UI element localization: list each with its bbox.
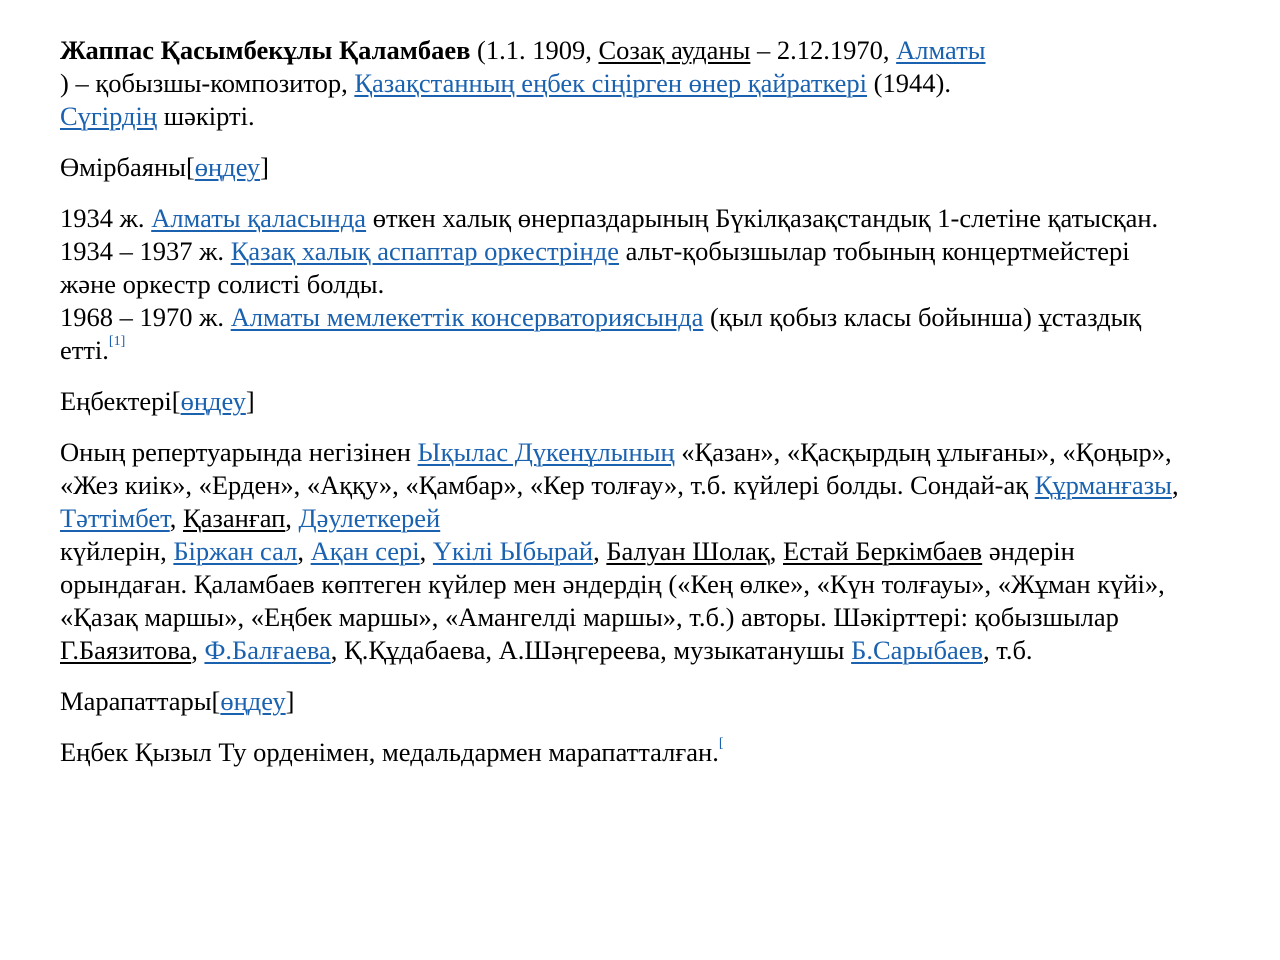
- awards-paragraph: [60, 736, 1190, 769]
- link-honored-artist[interactable]: Қазақстанның еңбек сіңірген өнер қайраткері: [354, 68, 868, 98]
- link-ykylas[interactable]: Ықылас Дүкенұлының: [417, 437, 675, 467]
- works-paragraph: [60, 436, 1190, 667]
- link-conservatory[interactable]: Алматы мемлекеттік консерваториясында: [230, 302, 704, 332]
- link-ukili-ybyrai[interactable]: Үкілі Ыбырай: [432, 536, 594, 566]
- link-baluan-sholak[interactable]: Балуан Шолақ: [606, 536, 770, 566]
- reference-link[interactable]: [: [718, 736, 724, 752]
- works-text: , т.б.: [982, 635, 1033, 665]
- section-heading-biography: [60, 151, 1190, 184]
- edit-link-works[interactable]: өңдеу: [180, 386, 246, 416]
- reference-1[interactable]: [109, 334, 125, 349]
- bio-text: өткен халық өнерпаздарының Бүкілқазақстандық 1-слетіне қатысқан.: [366, 203, 1159, 233]
- link-tattimbet[interactable]: Тәттімбет: [60, 503, 170, 533]
- bio-text: 1934 – 1937 ж.: [60, 236, 231, 266]
- link-sugir[interactable]: Сүгірдің: [60, 101, 158, 131]
- intro-text: ) – қобызшы-композитор,: [60, 68, 355, 98]
- separator: ,: [1171, 470, 1179, 500]
- bio-text: альт-қобызшылар тобының концертмейстері және оркестр солисті болды.: [60, 236, 1130, 299]
- works-text: , Қ.Құдабаева, А.Шәңгереева, музыкатанушы: [330, 635, 852, 665]
- link-bayazitova[interactable]: Г.Баязитова: [60, 635, 192, 665]
- section-heading-works: [60, 385, 1190, 418]
- link-balgaeva[interactable]: Ф.Балғаева: [204, 635, 331, 665]
- works-text: күйлерін,: [60, 536, 174, 566]
- bracket: ]: [245, 386, 255, 416]
- reference-link[interactable]: [1]: [108, 334, 126, 350]
- link-dauletkerey[interactable]: Дәулеткерей: [298, 503, 441, 533]
- intro-text: шәкірті.: [157, 101, 255, 131]
- bracket: [: [171, 386, 181, 416]
- awards-text: Еңбек Қызыл Ту орденімен, медальдармен марапатталған.: [60, 737, 719, 767]
- link-kazangap[interactable]: Қазанғап: [182, 503, 286, 533]
- bio-text: (қыл қобыз класы бойынша) ұстаздық етті.: [60, 302, 1142, 365]
- person-name: Жаппас Қасымбекұлы Қаламбаев: [60, 35, 471, 65]
- separator: ,: [769, 536, 783, 566]
- link-akan[interactable]: Ақан сері: [310, 536, 420, 566]
- link-folk-orchestra[interactable]: Қазақ халық аспаптар оркестрінде: [230, 236, 619, 266]
- link-sarybaev[interactable]: Б.Сарыбаев: [851, 635, 983, 665]
- reference-2[interactable]: [719, 736, 724, 751]
- bracket: ]: [260, 152, 269, 182]
- separator: ,: [169, 503, 183, 533]
- link-sozak-district[interactable]: Созақ ауданы: [598, 35, 751, 65]
- link-birzhan[interactable]: Біржан сал: [173, 536, 298, 566]
- separator: ,: [191, 635, 205, 665]
- bracket: [: [211, 686, 221, 716]
- intro-text: (1.1. 1909,: [470, 35, 599, 65]
- separator: ,: [593, 536, 607, 566]
- article-body: [60, 34, 1190, 787]
- edit-link-biography[interactable]: өңдеу: [194, 152, 261, 182]
- intro-paragraph: [60, 34, 1190, 133]
- works-text: Оның репертуарында негізінен: [60, 437, 418, 467]
- intro-text: (1944).: [867, 68, 951, 98]
- works-text: «Қазан», «Қасқырдың ұлығаны», «Қоңыр», «Жез киік», «Ерден», «Аққу», «Қамбар», «Кер толғау», т.б. күйлері болды. Сондай-ақ: [60, 437, 1172, 500]
- intro-text: – 2.12.1970,: [750, 35, 897, 65]
- link-almaty[interactable]: Алматы: [896, 35, 986, 65]
- section-heading-awards: [60, 685, 1190, 718]
- bracket: [: [185, 152, 195, 182]
- works-text: әндерін орындаған. Қаламбаев көптеген күйлер мен әндердің («Кең өлке», «Күн толғауы», «Жұман күйі», «Қазақ маршы», «Еңбек маршы», «Амангелді маршы», т.б.) авторы. Шәкірттері: қобызшылар: [60, 536, 1165, 632]
- separator: ,: [285, 503, 299, 533]
- link-kurmangazy[interactable]: Құрманғазы: [1034, 470, 1172, 500]
- bracket: ]: [285, 686, 295, 716]
- heading-text: Марапаттары: [60, 686, 212, 716]
- edit-link-awards[interactable]: өңдеу: [220, 686, 286, 716]
- link-almaty-city[interactable]: Алматы қаласында: [151, 203, 367, 233]
- link-estai[interactable]: Естай Беркімбаев: [783, 536, 983, 566]
- separator: ,: [297, 536, 311, 566]
- biography-paragraph: [60, 202, 1190, 367]
- heading-text: Еңбектері: [60, 386, 172, 416]
- bio-text: 1934 ж.: [60, 203, 152, 233]
- bio-text: 1968 – 1970 ж.: [60, 302, 231, 332]
- separator: ,: [419, 536, 433, 566]
- heading-text: Өмірбаяны: [60, 152, 186, 182]
